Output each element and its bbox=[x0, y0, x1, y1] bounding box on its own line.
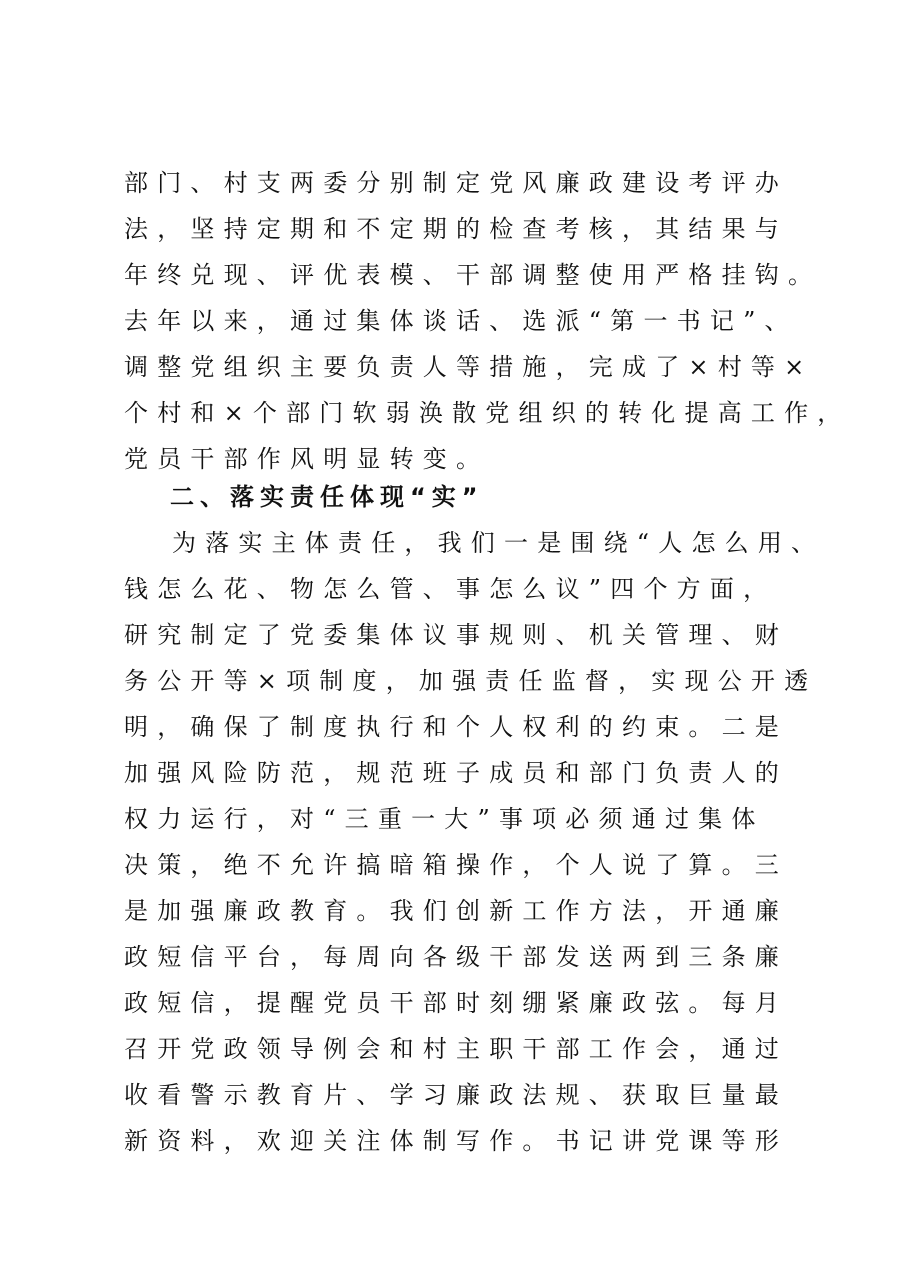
paragraph-1-line-4: 去年以来，通过集体谈话、选派“第一书记”、 bbox=[124, 307, 798, 335]
paragraph-1-line-1: 部门、村支两委分别制定党风廉政建设考评办 bbox=[124, 169, 788, 197]
paragraph-2-line-13: 收看警示教育片、学习廉政法规、获取巨量最 bbox=[124, 1081, 788, 1109]
paragraph-2-line-3: 研究制定了党委集体议事规则、机关管理、财 bbox=[124, 621, 788, 649]
paragraph-2-line-4: 务公开等×项制度，加强责任监督，实现公开透 bbox=[124, 667, 818, 695]
paragraph-2-line-1: 为落实主体责任，我们一是围绕“人怎么用、 bbox=[172, 529, 825, 557]
paragraph-2-line-14: 新资料，欢迎关注体制写作。书记讲党课等形 bbox=[124, 1127, 788, 1155]
paragraph-2-line-8: 决策，绝不允许搞暗箱操作，个人说了算。三 bbox=[124, 851, 788, 879]
paragraph-1-line-6: 个村和×个部门软弱涣散党组织的转化提高工作， bbox=[124, 399, 851, 427]
paragraph-2-line-11: 政短信，提醒党员干部时刻绷紧廉政弦。每月 bbox=[124, 989, 788, 1017]
paragraph-1-line-5: 调整党组织主要负责人等措施，完成了×村等× bbox=[124, 353, 814, 381]
paragraph-1-line-7: 党员干部作风明显转变。 bbox=[124, 445, 490, 473]
paragraph-2-line-12: 召开党政领导例会和村主职干部工作会，通过 bbox=[124, 1035, 788, 1063]
paragraph-1-line-3: 年终兑现、评优表模、干部调整使用严格挂钩。 bbox=[124, 261, 822, 289]
section-heading: 二、落实责任体现“实” bbox=[170, 483, 484, 511]
paragraph-2-line-10: 政短信平台，每周向各级干部发送两到三条廉 bbox=[124, 943, 788, 971]
paragraph-2-line-5: 明，确保了制度执行和个人权利的约束。二是 bbox=[124, 713, 788, 741]
paragraph-2-line-9: 是加强廉政教育。我们创新工作方法，开通廉 bbox=[124, 897, 788, 925]
paragraph-2-line-7: 权力运行，对“三重一大”事项必须通过集体 bbox=[124, 805, 765, 833]
paragraph-2-line-6: 加强风险防范，规范班子成员和部门负责人的 bbox=[124, 759, 788, 787]
paragraph-2-line-2: 钱怎么花、物怎么管、事怎么议”四个方面， bbox=[124, 575, 777, 603]
paragraph-1-line-2: 法，坚持定期和不定期的检查考核，其结果与 bbox=[124, 215, 788, 243]
